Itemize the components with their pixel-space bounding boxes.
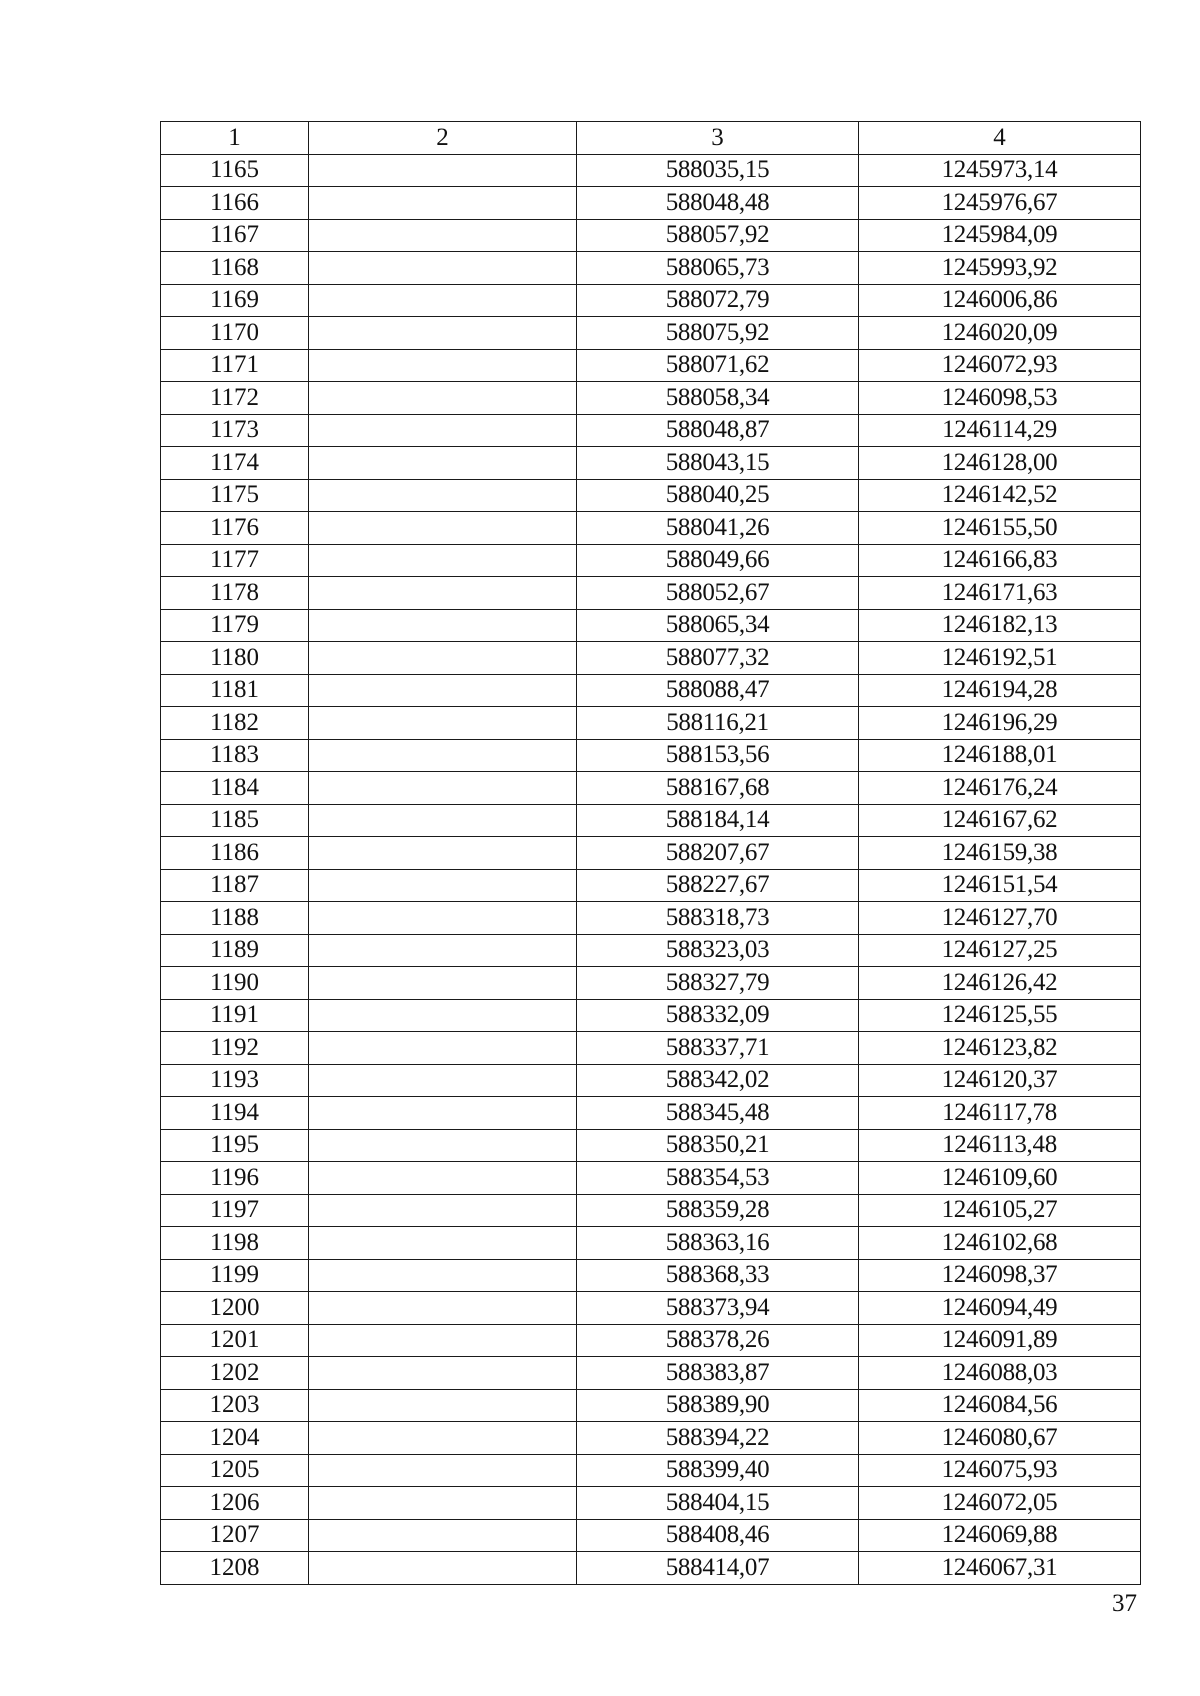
table-row [161,999,1141,1032]
point-number-cell: 1195 [161,1129,309,1162]
point-number-cell: 1181 [161,674,309,707]
point-number-cell: 1184 [161,772,309,805]
table-row [161,284,1141,317]
table-row [161,1552,1141,1585]
x-coordinate-cell: 588350,21 [577,1129,859,1162]
y-coordinate-cell: 1246067,31 [859,1552,1141,1585]
point-number-cell: 1175 [161,479,309,512]
empty-cell [309,1032,577,1065]
y-coordinate-cell: 1245976,67 [859,187,1141,220]
y-coordinate-cell: 1245984,09 [859,219,1141,252]
empty-cell [309,1422,577,1455]
table-row [161,902,1141,935]
x-coordinate-cell: 588065,73 [577,252,859,285]
x-coordinate-cell: 588065,34 [577,609,859,642]
point-number-cell: 1166 [161,187,309,220]
x-coordinate-cell: 588378,26 [577,1324,859,1357]
empty-cell [309,1519,577,1552]
table-row [161,382,1141,415]
y-coordinate-cell: 1246166,83 [859,544,1141,577]
x-coordinate-cell: 588072,79 [577,284,859,317]
point-number-cell: 1205 [161,1454,309,1487]
table-row [161,1194,1141,1227]
x-coordinate-cell: 588368,33 [577,1259,859,1292]
table-row [161,349,1141,382]
table-row [161,609,1141,642]
x-coordinate-cell: 588077,32 [577,642,859,675]
y-coordinate-cell: 1246102,68 [859,1227,1141,1260]
point-number-cell: 1180 [161,642,309,675]
table-row [161,804,1141,837]
empty-cell [309,187,577,220]
table-row [161,1422,1141,1455]
coordinates-table [160,121,1141,1585]
point-number-cell: 1199 [161,1259,309,1292]
x-coordinate-cell: 588383,87 [577,1357,859,1390]
x-coordinate-cell: 588227,67 [577,869,859,902]
y-coordinate-cell: 1246194,28 [859,674,1141,707]
x-coordinate-cell: 588041,26 [577,512,859,545]
y-coordinate-cell: 1246091,89 [859,1324,1141,1357]
header-row [161,122,1141,155]
point-number-cell: 1171 [161,349,309,382]
y-coordinate-cell: 1246196,29 [859,707,1141,740]
point-number-cell: 1197 [161,1194,309,1227]
y-coordinate-cell: 1246167,62 [859,804,1141,837]
point-number-cell: 1186 [161,837,309,870]
table-row [161,447,1141,480]
y-coordinate-cell: 1245973,14 [859,154,1141,187]
x-coordinate-cell: 588318,73 [577,902,859,935]
empty-cell [309,869,577,902]
empty-cell [309,544,577,577]
empty-cell [309,804,577,837]
y-coordinate-cell: 1246125,55 [859,999,1141,1032]
y-coordinate-cell: 1246151,54 [859,869,1141,902]
x-coordinate-cell: 588207,67 [577,837,859,870]
empty-cell [309,1064,577,1097]
point-number-cell: 1201 [161,1324,309,1357]
table-row [161,739,1141,772]
y-coordinate-cell: 1246192,51 [859,642,1141,675]
point-number-cell: 1168 [161,252,309,285]
x-coordinate-cell: 588088,47 [577,674,859,707]
point-number-cell: 1167 [161,219,309,252]
table-row [161,674,1141,707]
table-row [161,707,1141,740]
column-header-2: 2 [309,122,577,155]
point-number-cell: 1208 [161,1552,309,1585]
empty-cell [309,414,577,447]
point-number-cell: 1185 [161,804,309,837]
table-row [161,577,1141,610]
empty-cell [309,1357,577,1390]
empty-cell [309,447,577,480]
x-coordinate-cell: 588052,67 [577,577,859,610]
empty-cell [309,1227,577,1260]
y-coordinate-cell: 1246126,42 [859,967,1141,1000]
point-number-cell: 1204 [161,1422,309,1455]
table-row [161,1357,1141,1390]
point-number-cell: 1165 [161,154,309,187]
empty-cell [309,999,577,1032]
y-coordinate-cell: 1246105,27 [859,1194,1141,1227]
x-coordinate-cell: 588389,90 [577,1389,859,1422]
point-number-cell: 1203 [161,1389,309,1422]
x-coordinate-cell: 588075,92 [577,317,859,350]
point-number-cell: 1178 [161,577,309,610]
point-number-cell: 1198 [161,1227,309,1260]
point-number-cell: 1177 [161,544,309,577]
point-number-cell: 1189 [161,934,309,967]
y-coordinate-cell: 1246098,53 [859,382,1141,415]
table-row [161,512,1141,545]
x-coordinate-cell: 588408,46 [577,1519,859,1552]
y-coordinate-cell: 1246094,49 [859,1292,1141,1325]
x-coordinate-cell: 588116,21 [577,707,859,740]
x-coordinate-cell: 588058,34 [577,382,859,415]
y-coordinate-cell: 1246069,88 [859,1519,1141,1552]
point-number-cell: 1202 [161,1357,309,1390]
x-coordinate-cell: 588359,28 [577,1194,859,1227]
point-number-cell: 1174 [161,447,309,480]
column-header-1: 1 [161,122,309,155]
y-coordinate-cell: 1246159,38 [859,837,1141,870]
y-coordinate-cell: 1246072,05 [859,1487,1141,1520]
empty-cell [309,1097,577,1130]
empty-cell [309,1292,577,1325]
empty-cell [309,674,577,707]
empty-cell [309,934,577,967]
table-row [161,1129,1141,1162]
x-coordinate-cell: 588394,22 [577,1422,859,1455]
point-number-cell: 1190 [161,967,309,1000]
y-coordinate-cell: 1246127,70 [859,902,1141,935]
y-coordinate-cell: 1245993,92 [859,252,1141,285]
empty-cell [309,609,577,642]
empty-cell [309,642,577,675]
empty-cell [309,772,577,805]
y-coordinate-cell: 1246128,00 [859,447,1141,480]
point-number-cell: 1187 [161,869,309,902]
table-row [161,1162,1141,1195]
point-number-cell: 1191 [161,999,309,1032]
x-coordinate-cell: 588071,62 [577,349,859,382]
table-row [161,642,1141,675]
table-row [161,1519,1141,1552]
empty-cell [309,1259,577,1292]
point-number-cell: 1169 [161,284,309,317]
x-coordinate-cell: 588327,79 [577,967,859,1000]
x-coordinate-cell: 588363,16 [577,1227,859,1260]
empty-cell [309,1162,577,1195]
point-number-cell: 1194 [161,1097,309,1130]
table-row [161,967,1141,1000]
table-row [161,1324,1141,1357]
y-coordinate-cell: 1246155,50 [859,512,1141,545]
point-number-cell: 1207 [161,1519,309,1552]
x-coordinate-cell: 588035,15 [577,154,859,187]
x-coordinate-cell: 588048,87 [577,414,859,447]
table-row [161,1454,1141,1487]
empty-cell [309,349,577,382]
x-coordinate-cell: 588342,02 [577,1064,859,1097]
x-coordinate-cell: 588404,15 [577,1487,859,1520]
page-number: 37 [1112,1590,1137,1617]
empty-cell [309,512,577,545]
empty-cell [309,317,577,350]
point-number-cell: 1193 [161,1064,309,1097]
y-coordinate-cell: 1246020,09 [859,317,1141,350]
point-number-cell: 1179 [161,609,309,642]
x-coordinate-cell: 588323,03 [577,934,859,967]
table-row [161,772,1141,805]
column-header-4: 4 [859,122,1141,155]
table-row [161,1064,1141,1097]
y-coordinate-cell: 1246176,24 [859,772,1141,805]
empty-cell [309,1389,577,1422]
table-row [161,837,1141,870]
y-coordinate-cell: 1246123,82 [859,1032,1141,1065]
y-coordinate-cell: 1246075,93 [859,1454,1141,1487]
empty-cell [309,1454,577,1487]
y-coordinate-cell: 1246114,29 [859,414,1141,447]
empty-cell [309,154,577,187]
x-coordinate-cell: 588354,53 [577,1162,859,1195]
point-number-cell: 1176 [161,512,309,545]
point-number-cell: 1170 [161,317,309,350]
point-number-cell: 1173 [161,414,309,447]
y-coordinate-cell: 1246188,01 [859,739,1141,772]
table-row [161,317,1141,350]
x-coordinate-cell: 588184,14 [577,804,859,837]
x-coordinate-cell: 588414,07 [577,1552,859,1585]
y-coordinate-cell: 1246109,60 [859,1162,1141,1195]
table-row [161,1259,1141,1292]
empty-cell [309,1194,577,1227]
table-row [161,1389,1141,1422]
y-coordinate-cell: 1246072,93 [859,349,1141,382]
empty-cell [309,252,577,285]
table-row [161,479,1141,512]
point-number-cell: 1200 [161,1292,309,1325]
table-row [161,1097,1141,1130]
empty-cell [309,219,577,252]
table-row [161,1292,1141,1325]
empty-cell [309,284,577,317]
x-coordinate-cell: 588332,09 [577,999,859,1032]
y-coordinate-cell: 1246080,67 [859,1422,1141,1455]
table-row [161,414,1141,447]
y-coordinate-cell: 1246113,48 [859,1129,1141,1162]
empty-cell [309,1552,577,1585]
table-row [161,934,1141,967]
y-coordinate-cell: 1246117,78 [859,1097,1141,1130]
y-coordinate-cell: 1246120,37 [859,1064,1141,1097]
y-coordinate-cell: 1246088,03 [859,1357,1141,1390]
empty-cell [309,739,577,772]
table-row [161,544,1141,577]
x-coordinate-cell: 588167,68 [577,772,859,805]
x-coordinate-cell: 588057,92 [577,219,859,252]
x-coordinate-cell: 588345,48 [577,1097,859,1130]
x-coordinate-cell: 588153,56 [577,739,859,772]
empty-cell [309,479,577,512]
point-number-cell: 1183 [161,739,309,772]
empty-cell [309,382,577,415]
point-number-cell: 1188 [161,902,309,935]
table-row [161,252,1141,285]
y-coordinate-cell: 1246171,63 [859,577,1141,610]
y-coordinate-cell: 1246142,52 [859,479,1141,512]
point-number-cell: 1182 [161,707,309,740]
empty-cell [309,837,577,870]
point-number-cell: 1196 [161,1162,309,1195]
table-body [161,154,1141,1584]
y-coordinate-cell: 1246006,86 [859,284,1141,317]
x-coordinate-cell: 588049,66 [577,544,859,577]
x-coordinate-cell: 588399,40 [577,1454,859,1487]
x-coordinate-cell: 588040,25 [577,479,859,512]
y-coordinate-cell: 1246098,37 [859,1259,1141,1292]
empty-cell [309,1487,577,1520]
x-coordinate-cell: 588337,71 [577,1032,859,1065]
point-number-cell: 1192 [161,1032,309,1065]
table-row [161,869,1141,902]
x-coordinate-cell: 588048,48 [577,187,859,220]
table-row [161,1227,1141,1260]
table-row [161,187,1141,220]
point-number-cell: 1206 [161,1487,309,1520]
table-row [161,154,1141,187]
y-coordinate-cell: 1246182,13 [859,609,1141,642]
table-row [161,1032,1141,1065]
empty-cell [309,1129,577,1162]
x-coordinate-cell: 588373,94 [577,1292,859,1325]
empty-cell [309,577,577,610]
empty-cell [309,967,577,1000]
x-coordinate-cell: 588043,15 [577,447,859,480]
table-row [161,1487,1141,1520]
column-header-3: 3 [577,122,859,155]
point-number-cell: 1172 [161,382,309,415]
y-coordinate-cell: 1246084,56 [859,1389,1141,1422]
empty-cell [309,902,577,935]
y-coordinate-cell: 1246127,25 [859,934,1141,967]
empty-cell [309,1324,577,1357]
empty-cell [309,707,577,740]
table-row [161,219,1141,252]
